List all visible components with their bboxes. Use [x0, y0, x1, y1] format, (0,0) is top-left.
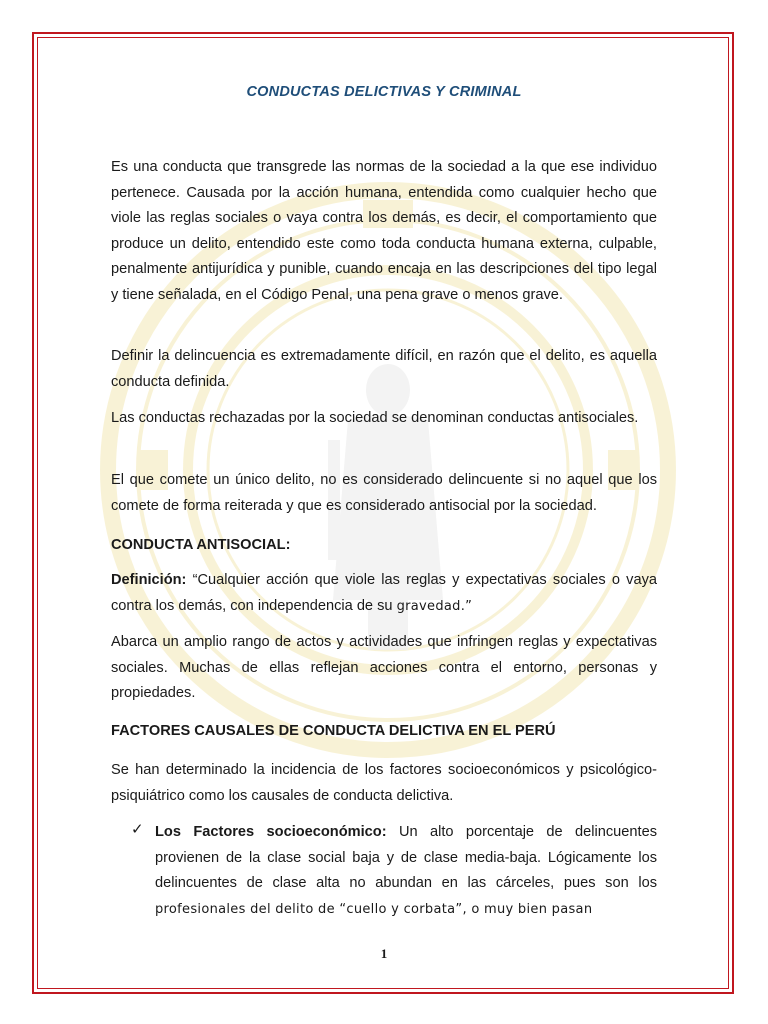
paragraph-definir: Definir la delincuencia es extremadamente difícil, en razón que el delito, es aquella conducta definida. [111, 348, 657, 390]
paragraph-abarca: Abarca un amplio rango de actos y actividades que infringen reglas y expectativas sociales. Muchas de ellas reflejan acciones contra el entorno, personas y propiedades. [111, 634, 657, 702]
heading-conducta-antisocial: CONDUCTA ANTISOCIAL: [111, 537, 291, 553]
bullet-tail: profesionales del delito de “cuello y corbata”, o muy bien pasan [155, 901, 593, 917]
definition-label: Definición: [111, 572, 187, 588]
bullet-factores-socioeconomico [155, 820, 657, 922]
heading-factores-causales: FACTORES CAUSALES DE CONDUCTA DELICTIVA EN EL PERÚ [111, 723, 556, 739]
paragraph-unico-delito: El que comete un único delito, no es considerado delincuente si no aquel que los comete de forma reiterada y que es considerado antisocial por la sociedad. [111, 472, 657, 514]
bullet-text: Un alto porcentaje de delincuentes provienen de la clase social baja y de clase media-baja. Lógicamente los delincuentes de clase alta no abundan en las cárceles, pues son los [155, 824, 657, 892]
page-number: 1 [380, 946, 388, 961]
bullet-label: Los Factores socioeconómico: [155, 824, 387, 840]
paragraph-rechazadas: Las conductas rechazadas por la sociedad se denominan conductas antisociales. [111, 410, 639, 426]
paragraph-definicion [111, 568, 657, 619]
paragraph-incidencia: Se han determinado la incidencia de los factores socioeconómicos y psicológico-psiquiátrico como los causales de conducta delictiva. [111, 762, 657, 804]
definition-text: “Cualquier acción que viole las reglas y expectativas sociales o vaya contra los demás, con independencia de su [111, 572, 657, 614]
document-title: CONDUCTAS DELICTIVAS Y CRIMINAL [246, 84, 522, 100]
checkmark-icon: ✓ [131, 821, 144, 838]
definition-tail: gravedad.” [396, 598, 473, 614]
paragraph-intro: Es una conducta que transgrede las normas de la sociedad a la que ese individuo pertenece. Causada por la acción humana, entendida como cualquier hecho que viole las reglas sociales o vaya contra los demás, es decir, el comportamiento que produce un delito, entendido este como toda conducta humana externa, culpable, penalmente antijurídica y punible, cuando encaja en las descripciones del tipo legal y tiene señalada, en el Código Penal, una pena grave o menos grave. [111, 159, 657, 303]
